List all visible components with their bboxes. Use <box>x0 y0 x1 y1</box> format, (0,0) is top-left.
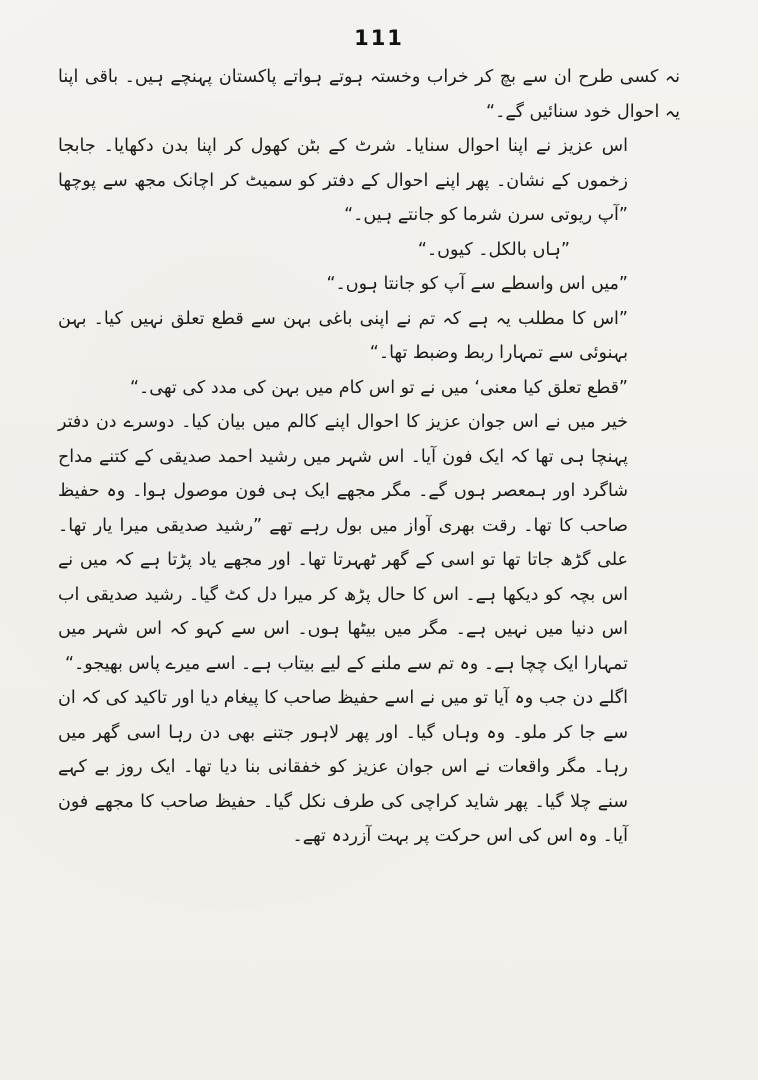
paragraph-8: اگلے دن جب وہ آیا تو میں نے اسے حفیظ صاحب کا پیغام دیا اور تاکید کی کہ ان سے جا کر ملو۔ وہ وہاں گیا۔ اور پھر لاہور جتنے بھی دن رہا اسی گھر میں رہا۔ مگر واقعات نے اس جوان عزیز کو خفقانی بنا دیا تھا۔ ایک روز بے کہے سنے چلا گیا۔ پھر شاید کراچی کی طرف نکل گیا۔ حفیظ صاحب کا مجھے فون آیا۔ وہ اس کی اس حرکت پر بہت آزردہ تھے۔ <box>58 688 628 846</box>
paragraph-4: ”میں اس واسطے سے آپ کو جانتا ہوں۔“ <box>326 274 628 294</box>
paragraph-7: خیر میں نے اس جوان عزیز کا احوال اپنے کالم میں بیان کیا۔ دوسرے دن دفتر پہنچا ہی تھا کہ ایک فون آیا۔ اس شہر میں رشید احمد صدیقی کے کتنے مداح شاگرد اور ہمعصر ہوں گے۔ مگر مجھے ایک ہی فون موصول ہوا۔ وہ حفیظ صاحب کا تھا۔ رقت بھری آواز میں بول رہے تھے ”رشید صدیقی میرا یار تھا۔ علی گڑھ جاتا تھا تو اسی کے گھر ٹھہرتا تھا۔ اور مجھے یاد پڑتا ہے کہ میں نے اس بچہ کو دیکھا ہے۔ اس کا حال پڑھ کر میرا دل کٹ گیا۔ رشید صدیقی اب اس دنیا میں نہیں ہے۔ مگر میں بیٹھا ہوں۔ اس سے کہو کہ اس شہر میں تمہارا ایک چچا ہے۔ وہ تم سے ملنے کے لیے بیتاب ہے۔ اسے میرے پاس بھیجو۔“ <box>58 412 628 674</box>
paragraph-3: ”ہاں بالکل۔ کیوں۔“ <box>417 239 570 260</box>
paragraph-6: ”قطع تعلق کیا معنی‘ میں نے تو اس کام میں بہن کی مدد کی تھی۔“ <box>129 377 628 398</box>
paragraph-1: نہ کسی طرح ان سے بچ کر خراب وخستہ ہوتے ہواتے پاکستان پہنچے ہیں۔ باقی اپنا یہ احوال خود سنائیں گے۔“ <box>58 67 680 122</box>
page-number: 111 <box>354 26 404 50</box>
paragraph-2: اس عزیز نے اپنا احوال سنایا۔ شرٹ کے بٹن کھول کر اپنا بدن دکھایا۔ جابجا زخموں کے نشان۔ پھر اپنے احوال کے دفتر کو سمیٹ کر اچانک مجھ سے پوچھا ”آپ ریوتی سرن شرما کو جانتے ہیں۔“ <box>58 136 628 225</box>
body-text <box>58 60 680 854</box>
paragraph-5: ”اس کا مطلب یہ ہے کہ تم نے اپنی باغی بہن سے قطع تعلق نہیں کیا۔ بہن بہنوئی سے تمہارا ربط وضبط تھا۔“ <box>58 308 628 363</box>
